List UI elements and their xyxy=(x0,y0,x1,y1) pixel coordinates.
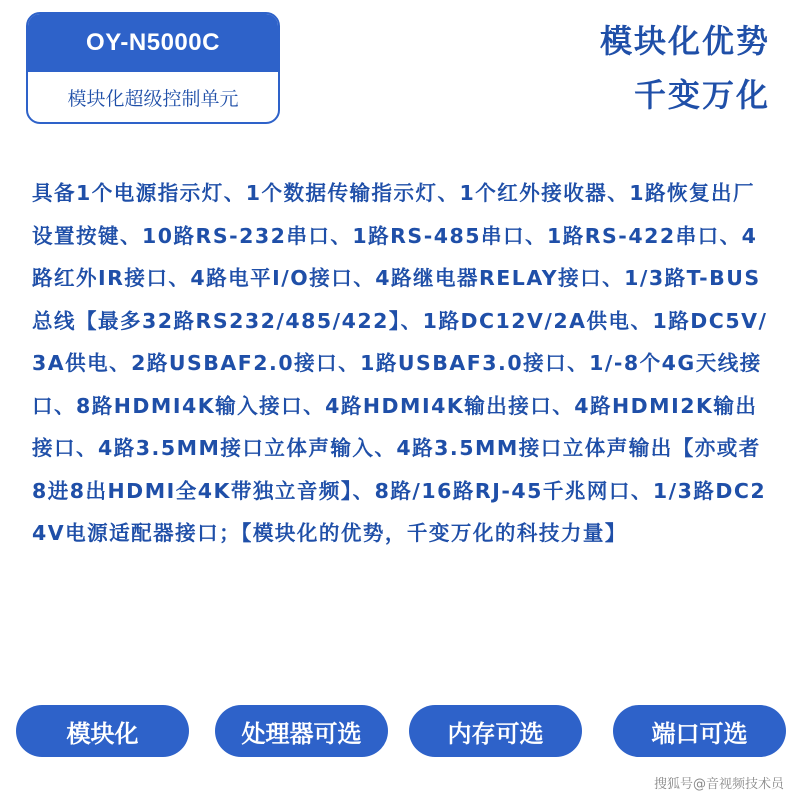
model-subtitle: 模块化超级控制单元 xyxy=(67,87,239,110)
watermark-text: 搜狐号@音视频技术员 xyxy=(653,777,784,792)
slogan-line-1: 模块化优势 xyxy=(599,22,770,60)
model-name: OY-N5000C xyxy=(28,14,278,72)
memory-option-button[interactable]: 内存可选 xyxy=(409,705,582,757)
feature-description: 具备1个电源指示灯、1个数据传输指示灯、1个红外接收器、1路恢复出厂设置按键、10路RS-232串口、1路RS-485串口、1路RS-422串口、4路红外IR接口、4路电平I/O接口、4路继电器RELAY接口、1/3路T-BUS总线【最多32路RS232/485/422】、1路DC12V/2A供电、1路DC5V/3A供电、2路USBAF2.0接口、1路USBAF3.0接口、1/-8个4G天线接口、8路HDMI4K输入接口、4路HDMI4K输出接口、4路HDMI2K输出接口、4路3.5MM接口立体声输入、4路3.5MM接口立体声输出【亦或者8进8出HDMI全4K带独立音频】、8路/16路RJ-45千兆网口、1/3路DC24V电源适配器接口；【模块化的优势，千变万化的科技力量】 xyxy=(32,181,768,545)
slogan-line-2: 千变万化 xyxy=(633,76,770,114)
option-buttons xyxy=(16,705,786,757)
processor-option-button[interactable]: 处理器可选 xyxy=(215,705,388,757)
modular-button[interactable]: 模块化 xyxy=(16,705,189,757)
slogan xyxy=(600,14,770,122)
model-card xyxy=(26,12,280,124)
port-option-button[interactable]: 端口可选 xyxy=(613,705,786,757)
